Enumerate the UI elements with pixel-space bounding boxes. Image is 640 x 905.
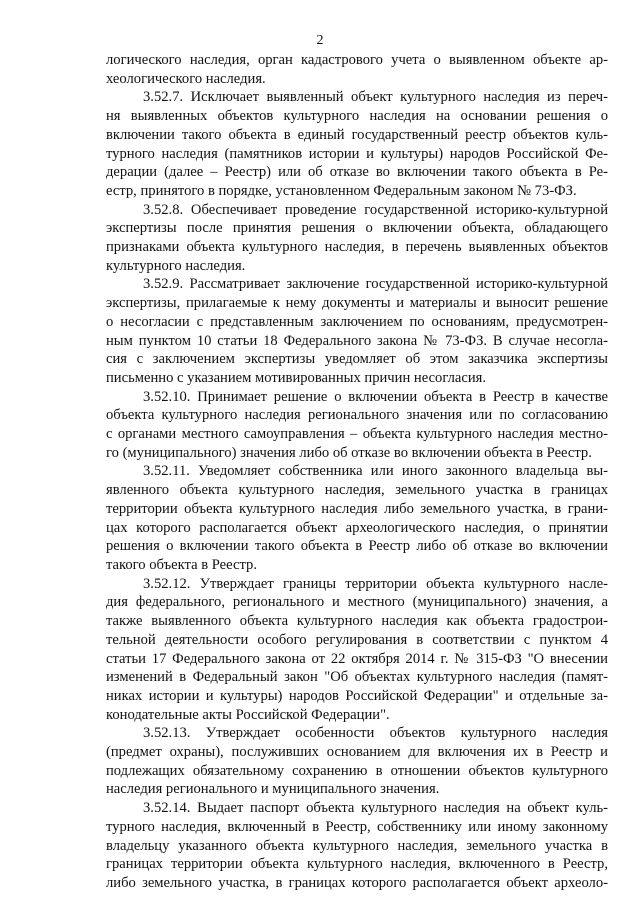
text-line: экспертизы после принятия решения о включении объекта, обладающего	[106, 220, 608, 237]
text-line: признаками объекта культурного наследия, в перечень выявленных объектов	[106, 239, 608, 256]
text-line: сия с заключением экспертизы уведомляет об этом заказчика экспертизы	[106, 351, 608, 368]
document-body	[106, 51, 608, 893]
text-line: 3.52.9. Рассматривает заключение государственной историко-культурной	[143, 276, 608, 293]
text-line: наследия регионального и муниципального значения.	[106, 781, 440, 798]
text-line: хеологического наследия.	[106, 70, 266, 87]
text-line: ня выявленных объектов культурного наследия на основании решения о	[106, 108, 608, 125]
text-line: подлежащих обязательному сохранению в отношении объектов культурного	[106, 762, 608, 779]
text-line: дерации (далее – Реестр) или об отказе во включении такого объекта в Ре-	[106, 164, 608, 181]
text-line: включении такого объекта в единый государственный реестр объектов куль-	[106, 126, 608, 143]
text-line: естр, принятого в порядке, установленном Федеральным законом № 73-ФЗ.	[106, 182, 577, 199]
text-line: владельцу указанного объекта культурного наследия, земельного участка в	[106, 837, 608, 854]
text-line: 3.52.8. Обеспечивает проведение государственной историко-культурной	[143, 201, 608, 218]
text-line: цах которого располагается объект археологического наследия, о принятии	[106, 519, 608, 536]
text-line: письменно с указанием мотивированных причин несогласия.	[106, 369, 486, 386]
text-line: логического наследия, орган кадастрового учета о выявленном объекте ар-	[106, 52, 608, 68]
text-line: также выявленного объекта культурного наследия как объекта градострои-	[106, 613, 608, 630]
text-line: с органами местного самоуправления – объекта культурного наследия местно-	[106, 426, 608, 443]
text-line: тельной деятельности особого регулирования в соответствии с пунктом 4	[106, 631, 608, 648]
text-line: 3.52.12. Утверждает границы территории объекта культурного насле-	[143, 575, 608, 592]
text-line: границах территории объекта культурного наследия, включенного в Реестр,	[106, 856, 608, 873]
text-line: изменений в Федеральный закон "Об объектах культурного наследия (памят-	[106, 669, 608, 686]
text-line: экспертизы, прилагаемые к нему документы и материалы и выносит решение	[106, 295, 608, 312]
text-line: 3.52.10. Принимает решение о включении объекта в Реестр в качестве	[143, 388, 608, 405]
text-line: (предмет охраны), послуживших основанием для включения их в Реестр и	[106, 744, 608, 761]
text-line: такого объекта в Реестр.	[106, 556, 257, 573]
text-line: статьи 17 Федерального закона от 22 октября 2014 г. № 315-ФЗ "О внесении	[106, 650, 608, 667]
text-line: турного наследия (памятников истории и культуры) народов Российской Фе-	[106, 145, 608, 162]
text-line: объекта культурного наследия регионального значения или по согласованию	[106, 407, 608, 424]
text-line: никах истории и культуры) народов Российской Федерации" и отдельные за-	[106, 687, 608, 704]
page-number: 2	[316, 33, 324, 48]
text-line: явленного объекта культурного наследия, земельного участка в границах	[106, 482, 608, 499]
text-line: 3.52.13. Утверждает особенности объектов культурного наследия	[143, 725, 608, 742]
text-line: территории объекта культурного наследия либо земельного участка, в грани-	[106, 500, 608, 517]
text-line: культурного наследия.	[106, 257, 246, 274]
text-line: турного наследия, включенный в Реестр, собственнику или иному законному	[106, 818, 608, 835]
text-line: либо земельного участка, в границах которого располагается объект археоло-	[106, 874, 608, 891]
text-line: го (муниципального) значения либо об отказе во включении объекта в Реестр.	[106, 444, 592, 461]
text-line: дия федерального, регионального и местного (муниципального) значения, а	[106, 594, 608, 611]
text-line: ным пунктом 10 статьи 18 Федерального закона № 73-ФЗ. В случае несогла-	[106, 332, 608, 349]
text-line: решения о включении такого объекта в Реестр либо об отказе во включении	[106, 538, 608, 555]
text-line: 3.52.11. Уведомляет собственника или иного законного владельца вы-	[143, 463, 608, 480]
text-line: конодательные акты Российской Федерации".	[106, 706, 390, 723]
text-line: 3.52.7. Исключает выявленный объект культурного наследия из переч-	[143, 89, 608, 106]
text-line: 3.52.14. Выдает паспорт объекта культурного наследия на объект куль-	[143, 800, 608, 817]
text-line: о несогласии с представленным заключением по основаниям, предусмотрен-	[106, 313, 608, 330]
